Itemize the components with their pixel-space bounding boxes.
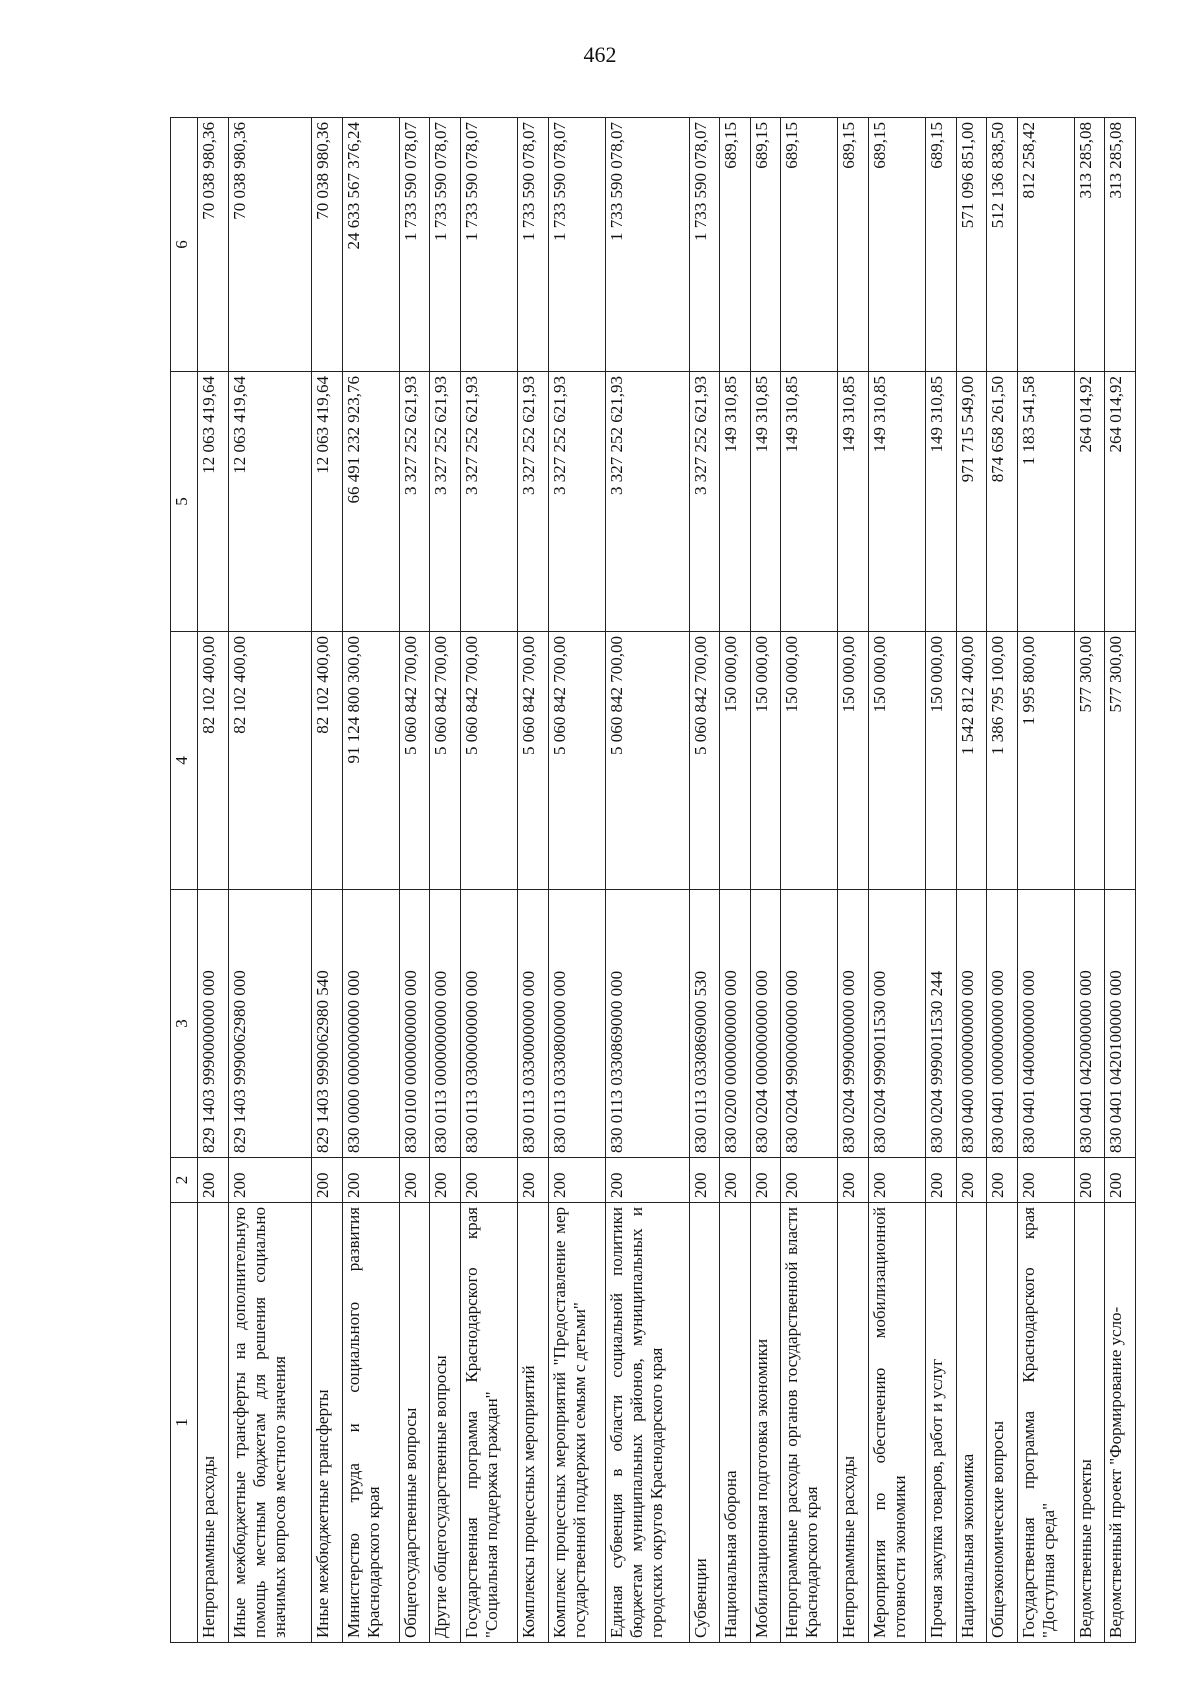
table-cell-col-6: 1 733 590 078,07 xyxy=(689,118,720,372)
table-cell-col-4: 82 102 400,00 xyxy=(228,632,312,890)
table-cell-col-4: 150 000,00 xyxy=(868,632,925,890)
table-cell-col-1: Ведомственные проекты xyxy=(1074,1203,1105,1643)
budget-table xyxy=(170,117,1136,1643)
table-cell-col-6: 1 733 590 078,07 xyxy=(430,118,461,372)
table-cell-col-6: 689,15 xyxy=(781,118,838,372)
table-cell-col-3: 830 0113 0000000000 000 xyxy=(430,890,461,1158)
table-cell-col-2: 200 xyxy=(956,1158,987,1203)
table-cell-col-3: 829 1403 9990062980 540 xyxy=(312,890,343,1158)
table-cell-col-3: 830 0401 0000000000 000 xyxy=(987,890,1018,1158)
table-cell-col-6: 812 258,42 xyxy=(1017,118,1074,372)
table-cell-col-5: 874 658 261,50 xyxy=(987,372,1018,632)
table-cell-col-5: 12 063 419,64 xyxy=(312,372,343,632)
header-cell: 2 xyxy=(171,1158,198,1203)
table-row xyxy=(342,118,399,1643)
table-cell-col-6: 512 136 838,50 xyxy=(987,118,1018,372)
table-cell-col-6: 70 038 980,36 xyxy=(312,118,343,372)
table-row xyxy=(987,118,1018,1643)
table-row xyxy=(1105,118,1136,1643)
table-row xyxy=(430,118,461,1643)
table-cell-col-4: 5 060 842 700,00 xyxy=(430,632,461,890)
table-cell-col-1: Непрограммные расходы xyxy=(838,1203,869,1643)
table-cell-col-6: 689,15 xyxy=(838,118,869,372)
table-cell-col-2: 200 xyxy=(925,1158,956,1203)
table-cell-col-3: 829 1403 9990000000 000 xyxy=(198,890,229,1158)
table-cell-col-2: 200 xyxy=(838,1158,869,1203)
table-cell-col-4: 150 000,00 xyxy=(925,632,956,890)
table-row xyxy=(956,118,987,1643)
table-cell-col-3: 830 0200 0000000000 000 xyxy=(720,890,751,1158)
header-cell: 6 xyxy=(171,118,198,372)
table-cell-col-1: Ведомственный проект "Формирование усло- xyxy=(1105,1203,1136,1643)
table-cell-col-6: 689,15 xyxy=(720,118,751,372)
table-cell-col-4: 5 060 842 700,00 xyxy=(689,632,720,890)
table-cell-col-6: 1 733 590 078,07 xyxy=(605,118,689,372)
table-cell-col-5: 264 014,92 xyxy=(1074,372,1105,632)
table-cell-col-2: 200 xyxy=(1105,1158,1136,1203)
table-row xyxy=(518,118,549,1643)
table-cell-col-5: 264 014,92 xyxy=(1105,372,1136,632)
table-cell-col-1: Мобилизационная подготовка экономики xyxy=(750,1203,781,1643)
table-cell-col-3: 829 1403 9990062980 000 xyxy=(228,890,312,1158)
table-cell-col-4: 577 300,00 xyxy=(1074,632,1105,890)
table-cell-col-2: 200 xyxy=(605,1158,689,1203)
table-cell-col-6: 313 285,08 xyxy=(1074,118,1105,372)
table-cell-col-6: 1 733 590 078,07 xyxy=(548,118,605,372)
table-cell-col-4: 82 102 400,00 xyxy=(198,632,229,890)
table-cell-col-6: 689,15 xyxy=(868,118,925,372)
table-cell-col-3: 830 0204 0000000000 000 xyxy=(750,890,781,1158)
table-cell-col-6: 70 038 980,36 xyxy=(228,118,312,372)
table-cell-col-2: 200 xyxy=(868,1158,925,1203)
table-cell-col-4: 1 542 812 400,00 xyxy=(956,632,987,890)
table-cell-col-2: 200 xyxy=(228,1158,312,1203)
table-cell-col-6: 24 633 567 376,24 xyxy=(342,118,399,372)
table-cell-col-2: 200 xyxy=(987,1158,1018,1203)
page-number: 462 xyxy=(583,42,617,67)
table-cell-col-5: 3 327 252 621,93 xyxy=(548,372,605,632)
table-cell-col-5: 12 063 419,64 xyxy=(198,372,229,632)
table-cell-col-2: 200 xyxy=(781,1158,838,1203)
table-cell-col-5: 12 063 419,64 xyxy=(228,372,312,632)
table-cell-col-4: 5 060 842 700,00 xyxy=(518,632,549,890)
table-cell-col-2: 200 xyxy=(198,1158,229,1203)
table-cell-col-5: 3 327 252 621,93 xyxy=(689,372,720,632)
header-cell: 4 xyxy=(171,632,198,890)
table-cell-col-4: 577 300,00 xyxy=(1105,632,1136,890)
table-cell-col-3: 830 0204 9900000000 000 xyxy=(781,890,838,1158)
table-cell-col-2: 200 xyxy=(312,1158,343,1203)
table-cell-col-5: 3 327 252 621,93 xyxy=(605,372,689,632)
table-cell-col-5: 149 310,85 xyxy=(838,372,869,632)
table-cell-col-4: 150 000,00 xyxy=(720,632,751,890)
table-cell-col-4: 5 060 842 700,00 xyxy=(605,632,689,890)
table-cell-col-3: 830 0204 9990000000 000 xyxy=(838,890,869,1158)
table-row xyxy=(461,118,518,1643)
table-cell-col-1: Общеэкономические вопросы xyxy=(987,1203,1018,1643)
table-cell-col-5: 3 327 252 621,93 xyxy=(461,372,518,632)
table-cell-col-1: Мероприятия по обеспечению мобилизационной готовности экономики xyxy=(868,1203,925,1643)
header-cell: 3 xyxy=(171,890,198,1158)
table-cell-col-3: 830 0113 0300000000 000 xyxy=(461,890,518,1158)
table-cell-col-5: 149 310,85 xyxy=(720,372,751,632)
table-cell-col-6: 571 096 851,00 xyxy=(956,118,987,372)
table-cell-col-5: 149 310,85 xyxy=(925,372,956,632)
table-row xyxy=(868,118,925,1643)
table-cell-col-6: 689,15 xyxy=(750,118,781,372)
table-row xyxy=(689,118,720,1643)
table-row xyxy=(750,118,781,1643)
table-cell-col-3: 830 0204 9990011530 244 xyxy=(925,890,956,1158)
table-cell-col-4: 5 060 842 700,00 xyxy=(461,632,518,890)
rotated-table-container xyxy=(170,118,1136,1643)
table-cell-col-2: 200 xyxy=(342,1158,399,1203)
table-cell-col-6: 313 285,08 xyxy=(1105,118,1136,372)
table-cell-col-3: 830 0113 0330869000 530 xyxy=(689,890,720,1158)
table-cell-col-2: 200 xyxy=(430,1158,461,1203)
table-row xyxy=(1017,118,1074,1643)
table-cell-col-2: 200 xyxy=(1074,1158,1105,1203)
table-row xyxy=(399,118,430,1643)
table-row xyxy=(228,118,312,1643)
table-row xyxy=(198,118,229,1643)
table-cell-col-2: 200 xyxy=(461,1158,518,1203)
table-cell-col-1: Комплекс процессных мероприятий "Предоставление мер государственной поддержки семьям с детьми" xyxy=(548,1203,605,1643)
table-row xyxy=(925,118,956,1643)
table-cell-col-5: 3 327 252 621,93 xyxy=(399,372,430,632)
table-cell-col-3: 830 0401 0400000000 000 xyxy=(1017,890,1074,1158)
table-cell-col-3: 830 0113 0330800000 000 xyxy=(548,890,605,1158)
table-cell-col-2: 200 xyxy=(399,1158,430,1203)
table-cell-col-3: 830 0113 0330869000 000 xyxy=(605,890,689,1158)
table-cell-col-4: 91 124 800 300,00 xyxy=(342,632,399,890)
table-cell-col-5: 149 310,85 xyxy=(781,372,838,632)
table-row xyxy=(548,118,605,1643)
table-cell-col-2: 200 xyxy=(750,1158,781,1203)
table-row xyxy=(781,118,838,1643)
table-cell-col-1: Государственная программа Краснодарского края "Социальная поддержка граждан" xyxy=(461,1203,518,1643)
table-cell-col-5: 1 183 541,58 xyxy=(1017,372,1074,632)
header-cell: 5 xyxy=(171,372,198,632)
table-cell-col-1: Государственная программа Краснодарского края "Доступная среда" xyxy=(1017,1203,1074,1643)
table-cell-col-2: 200 xyxy=(1017,1158,1074,1203)
table-cell-col-3: 830 0204 9990011530 000 xyxy=(868,890,925,1158)
table-cell-col-5: 149 310,85 xyxy=(750,372,781,632)
table-cell-col-4: 5 060 842 700,00 xyxy=(399,632,430,890)
table-row xyxy=(838,118,869,1643)
table-cell-col-1: Национальная экономика xyxy=(956,1203,987,1643)
table-cell-col-1: Непрограммные расходы органов государственной власти Краснодарского края xyxy=(781,1203,838,1643)
table-cell-col-4: 82 102 400,00 xyxy=(312,632,343,890)
table-cell-col-4: 150 000,00 xyxy=(750,632,781,890)
table-row xyxy=(720,118,751,1643)
table-cell-col-2: 200 xyxy=(689,1158,720,1203)
table-cell-col-1: Комплексы процессных мероприятий xyxy=(518,1203,549,1643)
table-cell-col-3: 830 0000 0000000000 000 xyxy=(342,890,399,1158)
table-cell-col-6: 70 038 980,36 xyxy=(198,118,229,372)
table-cell-col-3: 830 0100 0000000000 000 xyxy=(399,890,430,1158)
table-cell-col-3: 830 0113 0330000000 000 xyxy=(518,890,549,1158)
table-row xyxy=(312,118,343,1643)
header-cell: 1 xyxy=(171,1203,198,1643)
table-cell-col-1: Общегосударственные вопросы xyxy=(399,1203,430,1643)
header-row xyxy=(171,118,198,1643)
table-cell-col-6: 689,15 xyxy=(925,118,956,372)
table-cell-col-1: Единая субвенция в области социальной политики бюджетам муниципальных районов, муниципальных и городских округов Краснодарского края xyxy=(605,1203,689,1643)
table-cell-col-4: 1 995 800,00 xyxy=(1017,632,1074,890)
table-cell-col-5: 149 310,85 xyxy=(868,372,925,632)
table-cell-col-2: 200 xyxy=(548,1158,605,1203)
table-cell-col-5: 66 491 232 923,76 xyxy=(342,372,399,632)
table-cell-col-4: 150 000,00 xyxy=(781,632,838,890)
table-cell-col-5: 3 327 252 621,93 xyxy=(430,372,461,632)
table-cell-col-1: Национальная оборона xyxy=(720,1203,751,1643)
table-cell-col-6: 1 733 590 078,07 xyxy=(518,118,549,372)
table-cell-col-3: 830 0401 0420000000 000 xyxy=(1074,890,1105,1158)
table-cell-col-4: 1 386 795 100,00 xyxy=(987,632,1018,890)
table-cell-col-1: Иные межбюджетные трансферты на дополнительную помощь местным бюджетам для решения социально значимых вопросов местного значения xyxy=(228,1203,312,1643)
table-row xyxy=(1074,118,1105,1643)
table-cell-col-5: 3 327 252 621,93 xyxy=(518,372,549,632)
table-cell-col-3: 830 0400 0000000000 000 xyxy=(956,890,987,1158)
table-cell-col-3: 830 0401 0420100000 000 xyxy=(1105,890,1136,1158)
table-cell-col-1: Субвенции xyxy=(689,1203,720,1643)
table-cell-col-1: Непрограммные расходы xyxy=(198,1203,229,1643)
table-cell-col-1: Прочая закупка товаров, работ и услуг xyxy=(925,1203,956,1643)
table-cell-col-4: 150 000,00 xyxy=(838,632,869,890)
table-cell-col-1: Иные межбюджетные трансферты xyxy=(312,1203,343,1643)
table-cell-col-4: 5 060 842 700,00 xyxy=(548,632,605,890)
table-cell-col-6: 1 733 590 078,07 xyxy=(399,118,430,372)
table-cell-col-1: Другие общегосударственные вопросы xyxy=(430,1203,461,1643)
table-cell-col-2: 200 xyxy=(518,1158,549,1203)
table-cell-col-5: 971 715 549,00 xyxy=(956,372,987,632)
table-body xyxy=(198,118,1136,1643)
table-row xyxy=(605,118,689,1643)
table-cell-col-1: Министерство труда и социального развития Краснодарского края xyxy=(342,1203,399,1643)
table-cell-col-2: 200 xyxy=(720,1158,751,1203)
table-cell-col-6: 1 733 590 078,07 xyxy=(461,118,518,372)
